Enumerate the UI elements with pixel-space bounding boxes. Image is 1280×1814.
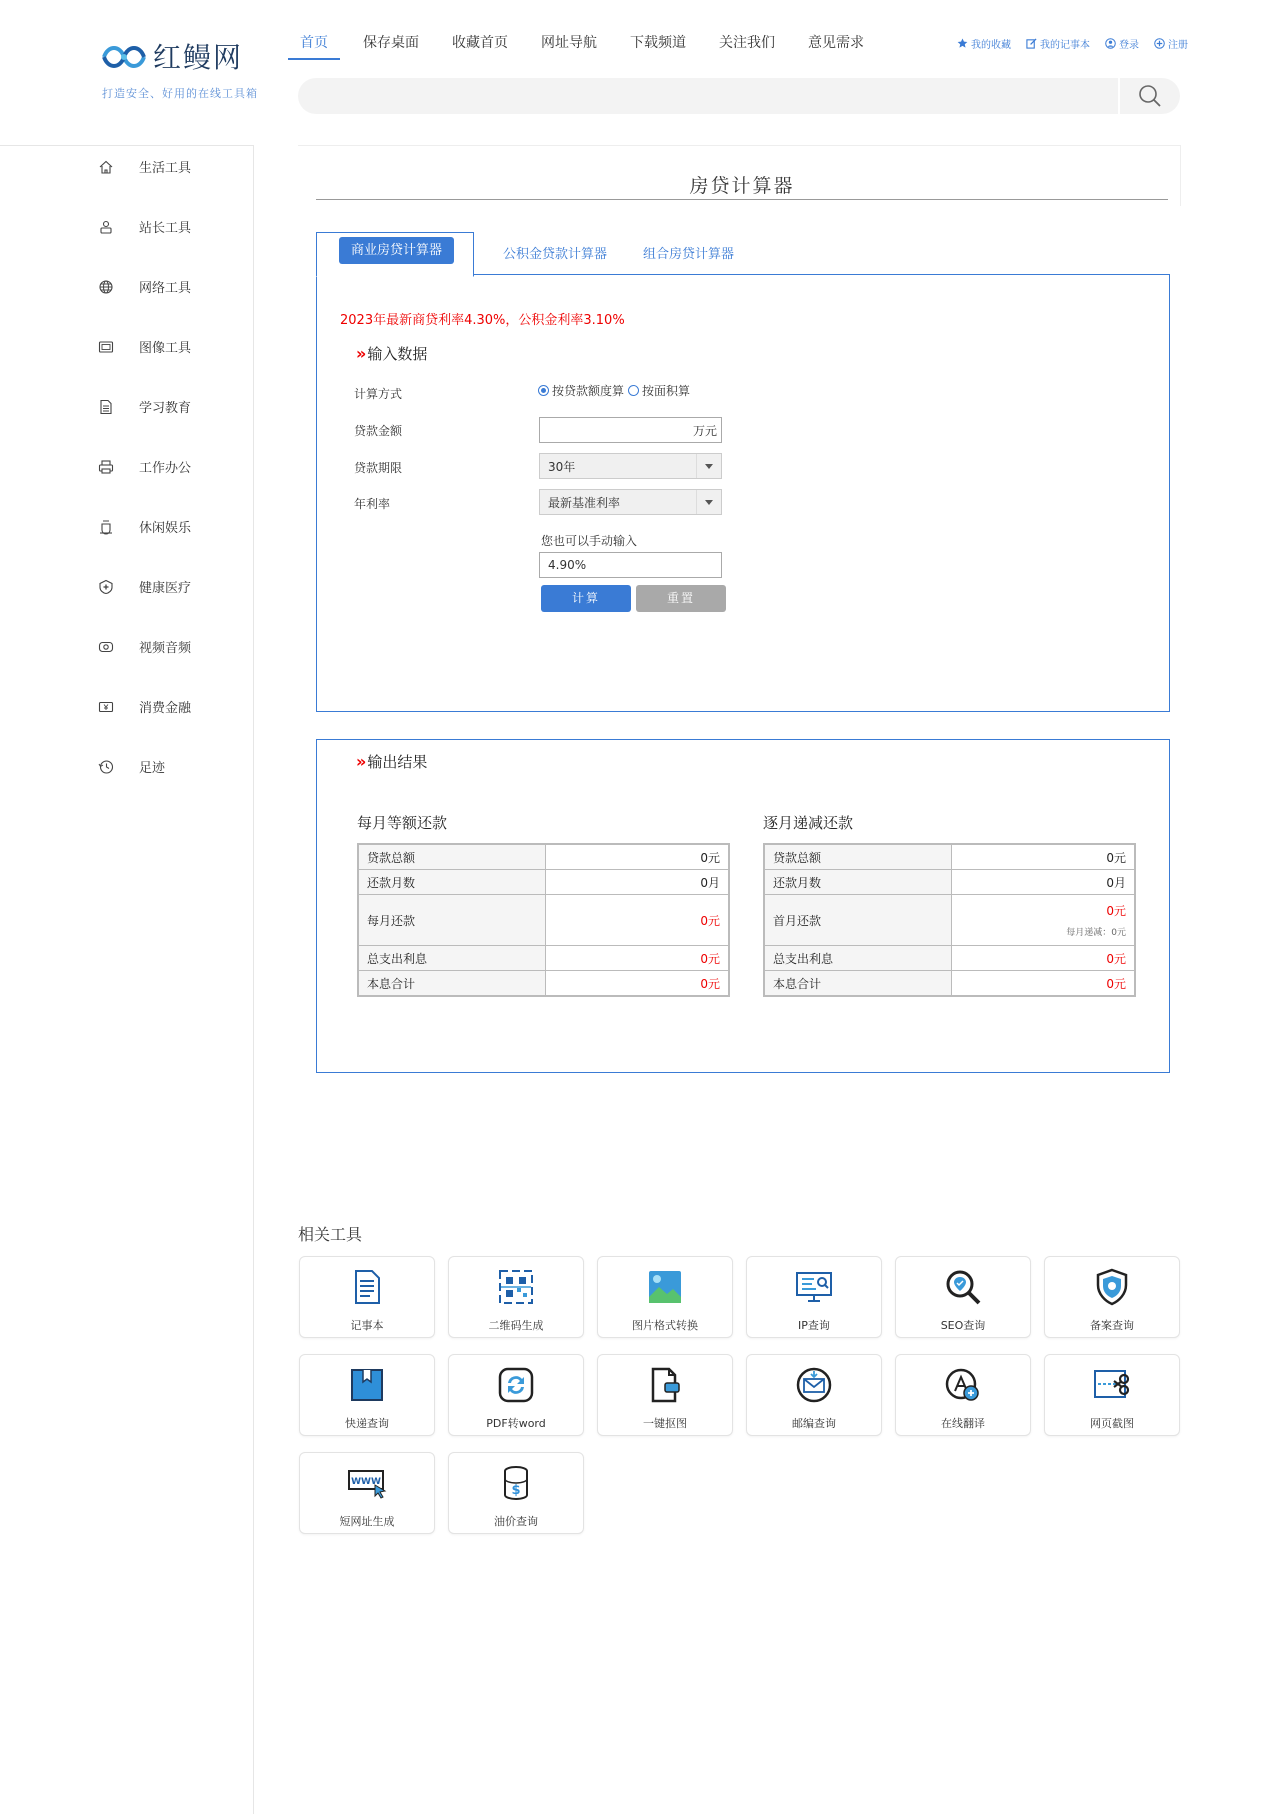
sidebar-item-label: 图像工具 bbox=[139, 341, 192, 356]
tab-provident-fund[interactable]: 公积金贷款计算器 bbox=[503, 247, 608, 262]
row-key: 还款月数 bbox=[764, 870, 952, 895]
tab-combined-loan[interactable]: 组合房贷计算器 bbox=[643, 247, 735, 262]
tool-image-convert[interactable] bbox=[597, 1256, 733, 1338]
title-divider bbox=[316, 199, 1168, 200]
chevron-down-icon bbox=[696, 490, 721, 514]
my-notes-link[interactable] bbox=[1026, 36, 1090, 51]
sidebar-item-label: 视频音频 bbox=[139, 641, 192, 656]
login-label: 登录 bbox=[1119, 40, 1139, 51]
notepad-icon bbox=[347, 1267, 387, 1307]
tool-express-tracking[interactable] bbox=[299, 1354, 435, 1436]
top-navigation bbox=[298, 32, 897, 60]
output-section-title bbox=[356, 751, 427, 772]
table-row bbox=[764, 946, 1135, 971]
nav-bookmark-home[interactable]: 收藏首页 bbox=[452, 35, 508, 51]
page-title: 房贷计算器 bbox=[689, 175, 795, 197]
radio-by-area[interactable] bbox=[628, 385, 639, 396]
ip-icon bbox=[794, 1267, 834, 1307]
translate-icon bbox=[943, 1365, 983, 1405]
sidebar bbox=[0, 145, 254, 1814]
package-icon bbox=[347, 1365, 387, 1405]
tool-label: 记事本 bbox=[350, 1319, 384, 1332]
equal-payment-title: 每月等额还款 bbox=[357, 814, 448, 832]
register-label: 注册 bbox=[1168, 40, 1188, 51]
amount-label: 贷款金额 bbox=[354, 424, 403, 438]
tool-label: 备案查询 bbox=[1090, 1319, 1134, 1332]
user-icon bbox=[1105, 38, 1116, 49]
sidebar-item-life[interactable] bbox=[98, 157, 191, 176]
radio-by-amount-label[interactable]: 按贷款额度算 bbox=[552, 384, 625, 398]
annual-rate-select[interactable] bbox=[539, 489, 722, 515]
row-key: 贷款总额 bbox=[764, 844, 952, 870]
svg-text:$: $ bbox=[511, 1483, 521, 1498]
row-value: 0元 bbox=[546, 971, 730, 997]
double-chevron-icon: » bbox=[356, 344, 364, 363]
qrcode-icon bbox=[496, 1267, 536, 1307]
input-section-title bbox=[356, 343, 427, 364]
first-month-payment: 0元 bbox=[1106, 904, 1126, 918]
home-icon bbox=[98, 159, 114, 175]
document-icon bbox=[98, 399, 114, 415]
tool-label: 快递查询 bbox=[345, 1417, 389, 1430]
sidebar-item-label: 健康医疗 bbox=[139, 581, 192, 596]
search-button[interactable] bbox=[1118, 78, 1180, 114]
globe-icon bbox=[98, 279, 114, 295]
mail-icon bbox=[794, 1365, 834, 1405]
leisure-icon bbox=[98, 519, 114, 535]
row-value: 0元 bbox=[546, 844, 730, 870]
rate-label: 年利率 bbox=[354, 497, 391, 511]
edit-icon bbox=[1026, 38, 1037, 49]
search-icon bbox=[1137, 83, 1163, 109]
cutout-icon bbox=[645, 1365, 685, 1405]
table-row bbox=[358, 844, 729, 870]
nav-site-directory[interactable]: 网址导航 bbox=[541, 35, 597, 51]
nav-feedback[interactable]: 意见需求 bbox=[808, 35, 864, 51]
row-key: 贷款总额 bbox=[358, 844, 546, 870]
method-label: 计算方式 bbox=[354, 387, 403, 401]
equal-payment-table bbox=[357, 843, 730, 997]
tab-commercial-loan[interactable]: 商业房贷计算器 bbox=[339, 237, 454, 264]
tool-pdf-to-word[interactable] bbox=[448, 1354, 584, 1436]
sidebar-item-label: 站长工具 bbox=[139, 221, 192, 236]
table-row bbox=[764, 844, 1135, 870]
related-tools-title: 相关工具 bbox=[298, 1225, 363, 1244]
sidebar-item-label: 工作办公 bbox=[139, 461, 192, 476]
monthly-decrease: 每月递减：0元 bbox=[1066, 928, 1126, 938]
rate-notice: 2023年最新商贷利率4.30%，公积金利率3.10% bbox=[340, 313, 625, 328]
tool-label: 网页截图 bbox=[1090, 1417, 1134, 1430]
decreasing-payment-title: 逐月递减还款 bbox=[763, 814, 854, 832]
oil-icon bbox=[496, 1463, 536, 1503]
sidebar-item-history[interactable] bbox=[98, 757, 165, 776]
row-value: 0元 bbox=[952, 844, 1136, 870]
row-key: 总支出利息 bbox=[358, 946, 546, 971]
row-value: 0元 bbox=[546, 946, 730, 971]
row-value: 0元 bbox=[546, 895, 730, 946]
tool-webpage-screenshot[interactable] bbox=[1044, 1354, 1180, 1436]
reset-button[interactable]: 重置 bbox=[636, 585, 726, 612]
pdf-convert-icon bbox=[496, 1365, 536, 1405]
table-row bbox=[358, 971, 729, 997]
sidebar-item-finance[interactable] bbox=[98, 697, 191, 716]
row-value: 0元 bbox=[952, 971, 1136, 997]
image-convert-icon bbox=[645, 1267, 685, 1307]
sidebar-item-image[interactable] bbox=[98, 337, 191, 356]
webmaster-icon bbox=[98, 219, 114, 235]
method-radio-group bbox=[538, 382, 690, 399]
nav-home[interactable]: 首页 bbox=[288, 32, 340, 60]
row-key: 本息合计 bbox=[764, 971, 952, 997]
register-link[interactable] bbox=[1154, 36, 1188, 51]
sidebar-item-office[interactable] bbox=[98, 457, 191, 476]
loan-amount-field[interactable] bbox=[539, 417, 722, 443]
tool-label: 图片格式转换 bbox=[632, 1319, 698, 1332]
short-url-icon bbox=[347, 1463, 387, 1503]
brand-slogan: 打造安全、好用的在线工具箱 bbox=[102, 87, 258, 100]
table-row bbox=[358, 870, 729, 895]
table-row bbox=[358, 946, 729, 971]
annual-rate-value: 最新基准利率 bbox=[548, 495, 621, 510]
tool-label: SEO查询 bbox=[940, 1319, 986, 1332]
my-favorites-link[interactable] bbox=[957, 36, 1011, 51]
sidebar-item-label: 消费金融 bbox=[139, 701, 192, 716]
history-icon bbox=[98, 759, 114, 775]
row-value: 0月 bbox=[952, 870, 1136, 895]
tool-cutout[interactable] bbox=[597, 1354, 733, 1436]
row-value: 0月 bbox=[546, 870, 730, 895]
term-label: 贷款期限 bbox=[354, 461, 403, 475]
my-notes-label: 我的记事本 bbox=[1040, 40, 1090, 51]
sidebar-item-label: 网络工具 bbox=[139, 281, 192, 296]
sidebar-item-health[interactable] bbox=[98, 577, 191, 596]
chevron-down-icon bbox=[696, 454, 721, 478]
sidebar-item-education[interactable] bbox=[98, 397, 191, 416]
star-icon bbox=[957, 38, 968, 49]
table-row bbox=[358, 895, 729, 946]
tool-label: 一键抠图 bbox=[643, 1417, 687, 1430]
row-value: 0元 bbox=[952, 946, 1136, 971]
tool-oil-price[interactable] bbox=[448, 1452, 584, 1534]
tool-label: 在线翻译 bbox=[941, 1417, 985, 1430]
seo-icon bbox=[943, 1267, 983, 1307]
video-icon bbox=[98, 639, 114, 655]
row-key: 首月还款 bbox=[764, 895, 952, 946]
tool-qrcode[interactable] bbox=[448, 1256, 584, 1338]
nav-follow-us[interactable]: 关注我们 bbox=[719, 35, 775, 51]
double-chevron-icon: » bbox=[356, 752, 364, 771]
tool-postcode[interactable] bbox=[746, 1354, 882, 1436]
tool-label: 短网址生成 bbox=[339, 1515, 395, 1528]
input-panel bbox=[316, 274, 1170, 712]
search-bar bbox=[298, 78, 1180, 114]
tool-label: PDF转word bbox=[486, 1417, 546, 1430]
image-icon bbox=[98, 339, 114, 355]
radio-by-area-label[interactable]: 按面积算 bbox=[642, 384, 691, 398]
row-key: 总支出利息 bbox=[764, 946, 952, 971]
tool-translate[interactable] bbox=[895, 1354, 1031, 1436]
health-icon bbox=[98, 579, 114, 595]
sidebar-item-label: 学习教育 bbox=[139, 401, 192, 416]
loan-term-value: 30年 bbox=[548, 459, 576, 474]
sidebar-item-label: 生活工具 bbox=[139, 161, 192, 176]
loan-amount-unit: 万元 bbox=[692, 423, 717, 438]
table-row bbox=[764, 895, 1135, 946]
tool-label: 二维码生成 bbox=[488, 1319, 544, 1332]
calculate-button[interactable]: 计算 bbox=[541, 585, 631, 612]
tool-icp-lookup[interactable] bbox=[1044, 1256, 1180, 1338]
sidebar-item-leisure[interactable] bbox=[98, 517, 191, 536]
nav-save-desktop[interactable]: 保存桌面 bbox=[363, 35, 419, 51]
shield-icon bbox=[1092, 1267, 1132, 1307]
loan-term-select[interactable] bbox=[539, 453, 722, 479]
tool-short-url[interactable] bbox=[299, 1452, 435, 1534]
row-key: 还款月数 bbox=[358, 870, 546, 895]
row-key: 每月还款 bbox=[358, 895, 546, 946]
sidebar-item-label: 足迹 bbox=[139, 761, 166, 776]
tool-label: 邮编查询 bbox=[792, 1417, 836, 1430]
user-links bbox=[957, 36, 1188, 51]
scissors-icon bbox=[1092, 1365, 1132, 1405]
login-link[interactable] bbox=[1105, 36, 1139, 51]
tool-seo-lookup[interactable] bbox=[895, 1256, 1031, 1338]
brand-logo-icon bbox=[98, 40, 148, 74]
row-value bbox=[952, 895, 1136, 946]
svg-text:WWW: WWW bbox=[351, 1477, 381, 1487]
manual-rate-hint: 您也可以手动输入 bbox=[541, 534, 638, 548]
sidebar-item-media[interactable] bbox=[98, 637, 191, 656]
my-favorites-label: 我的收藏 bbox=[971, 40, 1011, 51]
table-row bbox=[764, 870, 1135, 895]
tool-label: 油价查询 bbox=[494, 1515, 538, 1528]
tool-label: IP查询 bbox=[798, 1319, 830, 1332]
input-section-label: 输入数据 bbox=[367, 345, 428, 363]
brand-name[interactable]: 红鳗网 bbox=[153, 41, 244, 74]
finance-icon bbox=[98, 699, 114, 715]
manual-rate-field[interactable] bbox=[539, 552, 722, 578]
tool-ip-lookup[interactable] bbox=[746, 1256, 882, 1338]
sidebar-item-webmaster[interactable] bbox=[98, 217, 191, 236]
row-key: 本息合计 bbox=[358, 971, 546, 997]
nav-downloads[interactable]: 下载频道 bbox=[630, 35, 686, 51]
plus-circle-icon bbox=[1154, 38, 1165, 49]
decreasing-payment-table bbox=[763, 843, 1136, 997]
output-section-label: 输出结果 bbox=[367, 753, 428, 771]
printer-icon bbox=[98, 459, 114, 475]
sidebar-item-label: 休闲娱乐 bbox=[139, 521, 192, 536]
manual-rate-value[interactable]: 4.90% bbox=[548, 558, 587, 572]
table-row bbox=[764, 971, 1135, 997]
search-input[interactable] bbox=[312, 78, 1136, 116]
tool-notepad[interactable] bbox=[299, 1256, 435, 1338]
radio-by-amount[interactable] bbox=[538, 385, 549, 396]
sidebar-item-network[interactable] bbox=[98, 277, 191, 296]
